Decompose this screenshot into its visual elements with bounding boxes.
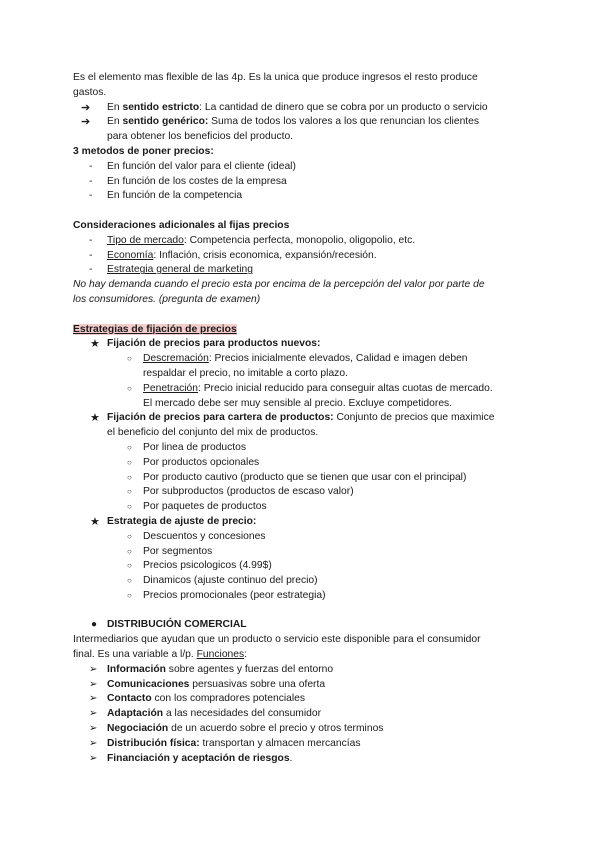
star-bullet-icon: ★ bbox=[90, 412, 100, 425]
arrowhead-bullet-icon: ➢ bbox=[89, 752, 98, 764]
circle-bullet-icon: ○ bbox=[127, 457, 132, 467]
list-item: ➢ Contacto con los compradores potenciales bbox=[73, 692, 533, 707]
list-item: ➢ Adaptación a las necesidades del consumidor bbox=[73, 707, 533, 722]
circle-bullet-icon: ○ bbox=[127, 576, 132, 586]
arrowhead-bullet-icon: ➢ bbox=[89, 723, 98, 735]
new-products-title: ★ Fijación de precios para productos nuevos: bbox=[90, 338, 321, 351]
circle-bullet-icon: ○ bbox=[127, 383, 132, 393]
arrowhead-bullet-icon: ➢ bbox=[89, 693, 98, 705]
list-item: - Tipo de mercado: Competencia perfecta, monopolio, oligopolio, etc. bbox=[73, 234, 533, 249]
list-item: ○ Por paquetes de productos bbox=[73, 500, 533, 515]
list-item: ➢ Comunicaciones persuasivas sobre una oferta bbox=[73, 678, 533, 693]
star-bullet-icon: ★ bbox=[90, 338, 100, 351]
list-item: ➢ Financiación y aceptación de riesgos. bbox=[73, 752, 533, 767]
sense-generic: ➔ En sentido genérico: Suma de todos los valores a los que renuncian los clientes bbox=[81, 116, 480, 129]
list-item: ○ Dinamicos (ajuste continuo del precio) bbox=[73, 574, 533, 589]
circle-bullet-icon: ○ bbox=[127, 354, 132, 364]
circle-bullet-icon: ○ bbox=[127, 442, 132, 452]
list-item: ○ Por segmentos bbox=[73, 545, 533, 560]
list-item: - Economía: Inflación, crisis economica, expansión/recesión. bbox=[73, 249, 533, 264]
adjustment-title: ★ Estrategia de ajuste de precio: bbox=[90, 515, 257, 528]
distribution-heading: ● DISTRIBUCIÓN COMERCIAL bbox=[73, 618, 533, 633]
distribution-text: Intermediarios que ayudan que un producto o servicio este disponible para el consumidor bbox=[73, 634, 481, 646]
sense-generic-cont: para obtener los beneficios del producto. bbox=[107, 131, 294, 143]
list-item: - En función del valor para el cliente (ideal) bbox=[73, 160, 533, 175]
dash-bullet-icon: - bbox=[89, 190, 93, 202]
list-item-cont: respaldar el precio, no imitable a corto plazo. bbox=[143, 367, 348, 379]
circle-bullet-icon: ○ bbox=[127, 546, 132, 556]
list-item: ➢ Negociación de un acuerdo sobre el precio y otros terminos bbox=[73, 722, 533, 737]
arrowhead-bullet-icon: ➢ bbox=[89, 663, 98, 675]
distribution-text: final. Es una variable a l/p. Funciones: bbox=[73, 649, 248, 661]
list-item: ○ Precios promocionales (peor estrategia) bbox=[73, 589, 533, 604]
list-item: ○ Por linea de productos bbox=[73, 441, 533, 456]
list-item: ○ Por producto cautivo (producto que se tienen que usar con el principal) bbox=[73, 471, 533, 486]
portfolio-title: ★ Fijación de precios para cartera de productos: Conjunto de precios que maximice bbox=[90, 412, 495, 425]
arrowhead-bullet-icon: ➢ bbox=[89, 678, 98, 690]
list-item: ○ Penetración: Precio inicial reducido para conseguir altas cuotas de mercado. bbox=[73, 382, 533, 397]
list-item: - En función de los costes de la empresa bbox=[73, 175, 533, 190]
dot-bullet-icon: ● bbox=[91, 619, 98, 631]
circle-bullet-icon: ○ bbox=[127, 502, 132, 512]
list-item: ○ Descuentos y concesiones bbox=[73, 530, 533, 545]
arrowhead-bullet-icon: ➢ bbox=[89, 737, 98, 749]
list-item: - Estrategia general de marketing bbox=[73, 263, 533, 278]
exam-note: No hay demanda cuando el precio esta por encima de la percepción del valor por parte de bbox=[73, 279, 485, 291]
circle-bullet-icon: ○ bbox=[127, 472, 132, 482]
dash-bullet-icon: - bbox=[89, 234, 93, 246]
circle-bullet-icon: ○ bbox=[127, 590, 132, 600]
considerations-heading: Consideraciones adicionales al fijas precios bbox=[73, 219, 290, 231]
sense-strict: ➔ En sentido estricto: La cantidad de dinero que se cobra por un producto o servicio bbox=[81, 101, 488, 114]
intro-line: Es el elemento mas flexible de las 4p. Es la unica que produce ingresos el resto produce bbox=[73, 72, 478, 83]
dash-bullet-icon: - bbox=[89, 249, 93, 261]
circle-bullet-icon: ○ bbox=[127, 487, 132, 497]
methods-heading: 3 metodos de poner precios: bbox=[73, 145, 214, 157]
list-item-cont: El mercado debe ser muy sensible al precio. Excluye competidores. bbox=[143, 397, 453, 409]
list-item: - En función de la competencia bbox=[73, 189, 533, 204]
dash-bullet-icon: - bbox=[89, 160, 93, 172]
list-item: ○ Descremación: Precios inicialmente elevados, Calidad e imagen deben bbox=[73, 352, 533, 367]
document-page bbox=[73, 71, 533, 766]
list-item: ○ Por productos opcionales bbox=[73, 456, 533, 471]
intro-line: gastos. bbox=[73, 86, 107, 98]
arrow-bullet-icon: ➔ bbox=[81, 101, 91, 114]
star-bullet-icon: ★ bbox=[90, 515, 100, 528]
list-item: ○ Precios psicologicos (4.99$) bbox=[73, 559, 533, 574]
list-item: ➢ Distribución física: transportan y almacen mercancías bbox=[73, 737, 533, 752]
arrowhead-bullet-icon: ➢ bbox=[89, 708, 98, 720]
portfolio-cont: el beneficio del conjunto del mix de productos. bbox=[107, 427, 319, 439]
arrow-bullet-icon: ➔ bbox=[81, 116, 91, 129]
dash-bullet-icon: - bbox=[89, 264, 93, 276]
list-item: ➢ Información sobre agentes y fuerzas del entorno bbox=[73, 663, 533, 678]
exam-note: los consumidores. (pregunta de examen) bbox=[73, 293, 261, 305]
list-item: ○ Por subproductos (productos de escaso valor) bbox=[73, 485, 533, 500]
dash-bullet-icon: - bbox=[89, 175, 93, 187]
circle-bullet-icon: ○ bbox=[127, 561, 132, 571]
circle-bullet-icon: ○ bbox=[127, 531, 132, 541]
strategies-heading: Estrategias de fijación de precios bbox=[73, 323, 237, 335]
